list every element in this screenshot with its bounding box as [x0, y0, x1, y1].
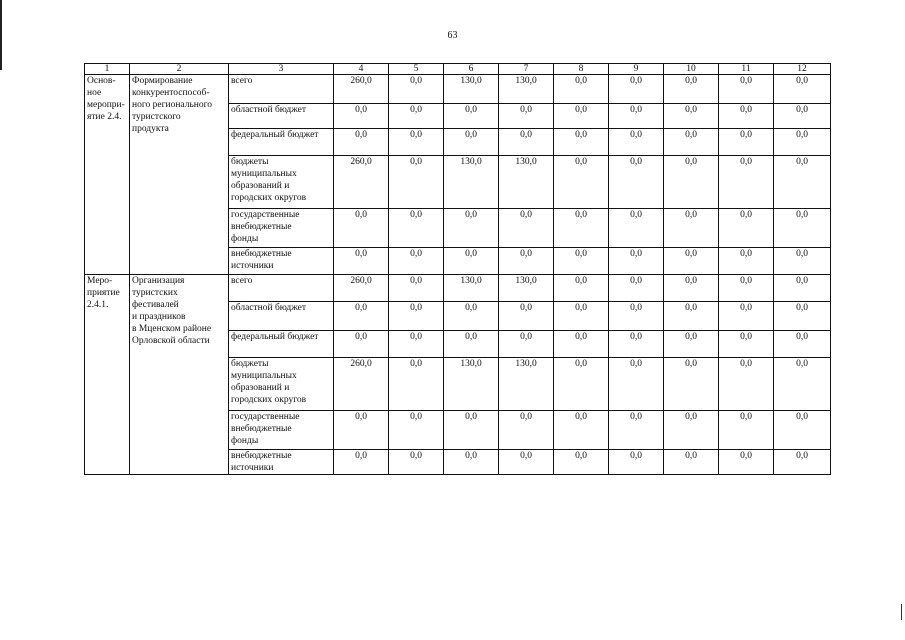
amount-cell: 0,0	[774, 104, 831, 129]
amount-cell: 0,0	[719, 331, 774, 358]
amount-cell: 0,0	[554, 156, 609, 209]
amount-cell: 0,0	[389, 248, 444, 275]
amount-cell: 0,0	[664, 302, 719, 331]
scan-edge-mark	[901, 604, 902, 620]
amount-cell: 0,0	[389, 129, 444, 156]
amount-cell: 0,0	[609, 209, 664, 248]
activity-code-cell: Меро- приятие 2.4.1.	[85, 275, 130, 475]
amount-cell: 0,0	[609, 450, 664, 475]
funding-source-cell: федеральный бюджет	[229, 129, 334, 156]
amount-cell: 0,0	[499, 104, 554, 129]
header-cell: 9	[609, 64, 664, 75]
amount-cell: 0,0	[719, 302, 774, 331]
amount-cell: 0,0	[444, 302, 499, 331]
amount-cell: 0,0	[719, 156, 774, 209]
amount-cell: 0,0	[499, 248, 554, 275]
table-row	[85, 275, 831, 302]
amount-cell: 0,0	[774, 331, 831, 358]
amount-cell: 0,0	[664, 248, 719, 275]
amount-cell: 0,0	[334, 129, 389, 156]
amount-cell: 260,0	[334, 275, 389, 302]
amount-cell: 0,0	[664, 129, 719, 156]
funding-source-cell: федеральный бюджет	[229, 331, 334, 358]
amount-cell: 0,0	[719, 450, 774, 475]
table-body	[85, 75, 831, 475]
amount-cell: 0,0	[334, 248, 389, 275]
amount-cell: 0,0	[499, 129, 554, 156]
funding-source-cell: областной бюджет	[229, 302, 334, 331]
amount-cell: 0,0	[554, 358, 609, 411]
amount-cell: 0,0	[664, 104, 719, 129]
amount-cell: 0,0	[609, 411, 664, 450]
header-cell: 4	[334, 64, 389, 75]
amount-cell: 0,0	[609, 156, 664, 209]
funding-source-cell: бюджеты муниципальных образований и городских округов	[229, 156, 334, 209]
activity-code-cell: Основ- ное меропри- ятие 2.4.	[85, 75, 130, 275]
amount-cell: 130,0	[444, 156, 499, 209]
header-cell: 6	[444, 64, 499, 75]
funding-source-cell: государственные внебюджетные фонды	[229, 209, 334, 248]
amount-cell: 0,0	[334, 331, 389, 358]
amount-cell: 0,0	[389, 411, 444, 450]
amount-cell: 0,0	[444, 248, 499, 275]
amount-cell: 0,0	[444, 209, 499, 248]
funding-source-cell: внебюджетные источники	[229, 248, 334, 275]
amount-cell: 130,0	[499, 275, 554, 302]
header-cell: 8	[554, 64, 609, 75]
header-cell: 11	[719, 64, 774, 75]
amount-cell: 0,0	[389, 209, 444, 248]
amount-cell: 0,0	[774, 275, 831, 302]
amount-cell: 0,0	[664, 75, 719, 104]
amount-cell: 0,0	[719, 104, 774, 129]
amount-cell: 0,0	[719, 209, 774, 248]
amount-cell: 0,0	[334, 302, 389, 331]
amount-cell: 0,0	[664, 156, 719, 209]
amount-cell: 0,0	[719, 275, 774, 302]
budget-table	[84, 63, 831, 475]
header-row	[85, 64, 831, 75]
amount-cell: 0,0	[334, 411, 389, 450]
amount-cell: 0,0	[774, 302, 831, 331]
amount-cell: 0,0	[554, 275, 609, 302]
funding-source-cell: внебюджетные источники	[229, 450, 334, 475]
amount-cell: 0,0	[609, 248, 664, 275]
amount-cell: 260,0	[334, 358, 389, 411]
page-number: 63	[447, 30, 458, 41]
amount-cell: 0,0	[554, 450, 609, 475]
header-cell: 1	[85, 64, 130, 75]
header-cell: 2	[130, 64, 229, 75]
amount-cell: 0,0	[389, 75, 444, 104]
amount-cell: 0,0	[389, 450, 444, 475]
amount-cell: 0,0	[609, 358, 664, 411]
amount-cell: 0,0	[609, 75, 664, 104]
header-cell: 10	[664, 64, 719, 75]
table-row	[85, 75, 831, 104]
amount-cell: 0,0	[554, 209, 609, 248]
amount-cell: 0,0	[609, 331, 664, 358]
amount-cell: 0,0	[774, 75, 831, 104]
amount-cell: 0,0	[609, 104, 664, 129]
header-cell: 7	[499, 64, 554, 75]
amount-cell: 0,0	[664, 331, 719, 358]
amount-cell: 0,0	[554, 129, 609, 156]
amount-cell: 0,0	[499, 209, 554, 248]
amount-cell: 0,0	[334, 450, 389, 475]
amount-cell: 0,0	[389, 358, 444, 411]
funding-source-cell: всего	[229, 75, 334, 104]
amount-cell: 0,0	[554, 302, 609, 331]
amount-cell: 130,0	[444, 275, 499, 302]
amount-cell: 0,0	[664, 450, 719, 475]
amount-cell: 260,0	[334, 75, 389, 104]
amount-cell: 130,0	[444, 75, 499, 104]
amount-cell: 0,0	[499, 450, 554, 475]
amount-cell: 0,0	[334, 104, 389, 129]
amount-cell: 0,0	[554, 411, 609, 450]
amount-cell: 0,0	[499, 302, 554, 331]
amount-cell: 0,0	[774, 358, 831, 411]
amount-cell: 0,0	[554, 331, 609, 358]
amount-cell: 0,0	[444, 450, 499, 475]
amount-cell: 0,0	[664, 358, 719, 411]
amount-cell: 0,0	[444, 331, 499, 358]
amount-cell: 0,0	[664, 411, 719, 450]
amount-cell: 0,0	[389, 275, 444, 302]
amount-cell: 0,0	[444, 129, 499, 156]
activity-name-cell: Организация туристских фестивалей и праздников в Мценском районе Орловской области	[130, 275, 229, 475]
amount-cell: 0,0	[774, 209, 831, 248]
amount-cell: 260,0	[334, 156, 389, 209]
amount-cell: 0,0	[554, 75, 609, 104]
amount-cell: 0,0	[774, 450, 831, 475]
amount-cell: 130,0	[444, 358, 499, 411]
amount-cell: 130,0	[499, 358, 554, 411]
amount-cell: 0,0	[389, 331, 444, 358]
amount-cell: 0,0	[774, 156, 831, 209]
funding-source-cell: государственные внебюджетные фонды	[229, 411, 334, 450]
amount-cell: 0,0	[719, 129, 774, 156]
amount-cell: 0,0	[609, 302, 664, 331]
amount-cell: 0,0	[334, 209, 389, 248]
amount-cell: 0,0	[609, 129, 664, 156]
amount-cell: 0,0	[719, 248, 774, 275]
amount-cell: 0,0	[719, 358, 774, 411]
amount-cell: 0,0	[609, 275, 664, 302]
amount-cell: 0,0	[444, 104, 499, 129]
funding-source-cell: всего	[229, 275, 334, 302]
header-cell: 3	[229, 64, 334, 75]
header-cell: 12	[774, 64, 831, 75]
amount-cell: 0,0	[554, 104, 609, 129]
amount-cell: 0,0	[664, 275, 719, 302]
amount-cell: 0,0	[719, 411, 774, 450]
amount-cell: 0,0	[554, 248, 609, 275]
funding-source-cell: бюджеты муниципальных образований и городских округов	[229, 358, 334, 411]
activity-name-cell: Формирование конкурентоспособ- ного регионального туристского продукта	[130, 75, 229, 275]
amount-cell: 0,0	[444, 411, 499, 450]
amount-cell: 0,0	[664, 209, 719, 248]
header-cell: 5	[389, 64, 444, 75]
amount-cell: 0,0	[719, 75, 774, 104]
amount-cell: 130,0	[499, 156, 554, 209]
funding-source-cell: областной бюджет	[229, 104, 334, 129]
amount-cell: 0,0	[389, 302, 444, 331]
amount-cell: 0,0	[774, 248, 831, 275]
amount-cell: 0,0	[774, 129, 831, 156]
amount-cell: 0,0	[389, 156, 444, 209]
amount-cell: 0,0	[389, 104, 444, 129]
amount-cell: 0,0	[499, 411, 554, 450]
amount-cell: 130,0	[499, 75, 554, 104]
amount-cell: 0,0	[499, 331, 554, 358]
amount-cell: 0,0	[774, 411, 831, 450]
